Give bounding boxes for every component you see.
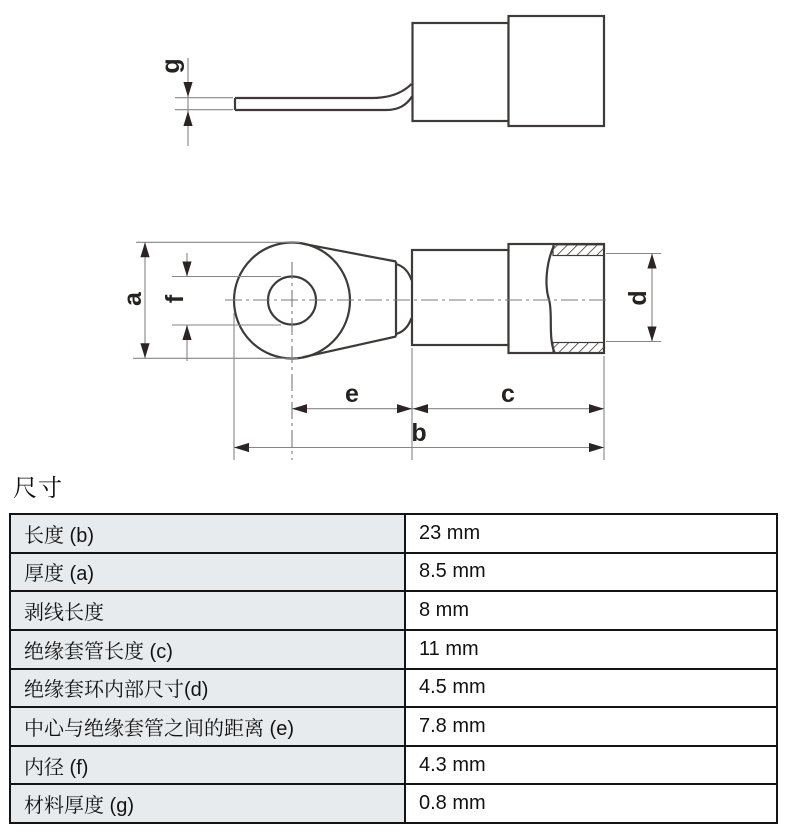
dimension-c bbox=[412, 380, 604, 413]
sleeve-rear-plan bbox=[509, 244, 605, 353]
table-row bbox=[10, 591, 777, 630]
dim-label-f: f bbox=[161, 294, 189, 304]
table-row bbox=[10, 746, 777, 785]
dim-label-b: b bbox=[411, 419, 427, 447]
table-row bbox=[10, 669, 777, 708]
table-row bbox=[10, 784, 777, 823]
dimension-name: 绝缘套管长度 (c) bbox=[10, 630, 405, 669]
section-title: 尺寸 bbox=[13, 475, 63, 502]
dimensions-table bbox=[9, 513, 778, 824]
dimension-value: 4.3 mm bbox=[405, 746, 777, 785]
dimension-name: 中心与绝缘套管之间的距离 (e) bbox=[10, 707, 405, 746]
sleeve-rear-side bbox=[509, 16, 605, 126]
dimension-d bbox=[606, 254, 661, 342]
dimension-value: 8.5 mm bbox=[405, 553, 777, 592]
dimension-name: 材料厚度 (g) bbox=[10, 784, 405, 823]
dimension-name: 长度 (b) bbox=[10, 514, 405, 553]
table-row bbox=[10, 553, 777, 592]
dimension-g bbox=[157, 58, 233, 146]
sleeve-front-plan bbox=[412, 250, 509, 345]
dim-label-a: a bbox=[119, 292, 147, 306]
dimension-value: 8 mm bbox=[405, 591, 777, 630]
terminal-tongue-side bbox=[235, 84, 412, 110]
dim-label-g: g bbox=[157, 58, 185, 74]
dimension-value: 23 mm bbox=[405, 514, 777, 553]
dim-label-e: e bbox=[345, 380, 359, 408]
table-row bbox=[10, 707, 777, 746]
dimension-e bbox=[292, 380, 412, 413]
dimension-value: 0.8 mm bbox=[405, 784, 777, 823]
side-view-diagram bbox=[157, 16, 604, 146]
sleeve-section-hatch-bottom bbox=[553, 343, 604, 354]
dimension-name: 剥线长度 bbox=[10, 591, 405, 630]
dimension-name: 厚度 (a) bbox=[10, 553, 405, 592]
dimension-name: 内径 (f) bbox=[10, 746, 405, 785]
plan-view-diagram bbox=[119, 242, 661, 460]
dimension-b bbox=[234, 419, 604, 452]
dimension-name: 绝缘套环内部尺寸(d) bbox=[10, 669, 405, 708]
dimension-value: 11 mm bbox=[405, 630, 777, 669]
dimension-value: 7.8 mm bbox=[405, 707, 777, 746]
sleeve-section-hatch-top bbox=[553, 245, 604, 256]
sleeve-front-side bbox=[413, 23, 509, 121]
dim-label-c: c bbox=[501, 380, 515, 408]
dimension-value: 4.5 mm bbox=[405, 669, 777, 708]
table-row bbox=[10, 630, 777, 669]
table-row bbox=[10, 514, 777, 553]
dim-label-d: d bbox=[624, 290, 652, 306]
